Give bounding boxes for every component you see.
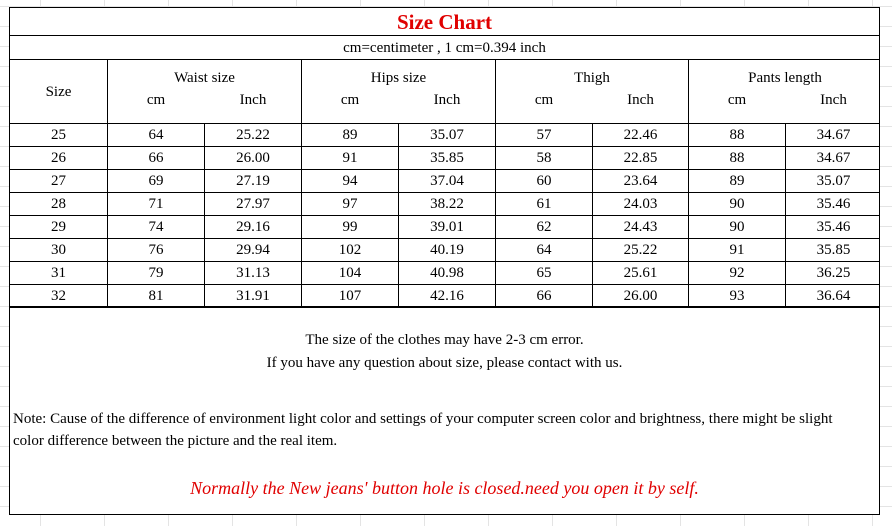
table-cell: 31.91 [236,288,270,304]
table-cell: 104 [338,265,362,281]
table-cell: 57 [536,127,552,143]
table-cell: 91 [729,242,745,258]
unit-header-cm: cm [340,92,360,108]
unit-conversion: cm=centimeter , 1 cm=0.394 inch [10,36,879,60]
table-cell: 37.04 [430,173,464,189]
table-cell: 89 [729,173,745,189]
table-cell: 28 [51,196,66,212]
table-cell: 29.16 [236,219,270,235]
table-row [10,124,879,147]
table-cell: 97 [342,196,358,212]
unit-header-inch: Inch [239,92,267,108]
unit-header-inch: Inch [433,92,461,108]
color-difference-note: Note: Cause of the difference of environment light color and settings of your computer screen color and brightness, there might be slight color difference between the picture and the real item. [13,411,833,449]
table-cell: 89 [342,127,358,143]
table-cell: 30 [51,242,66,258]
error-note: The size of the clothes may have 2-3 cm error. [305,332,584,348]
table-cell: 25.22 [236,127,270,143]
chart-title: Size Chart [10,8,879,36]
table-cell: 40.98 [430,265,464,281]
table-cell: 40.19 [430,242,464,258]
table-cell: 61 [536,196,552,212]
table-row [10,239,879,262]
group-header-thigh: Thigh [574,70,610,86]
group-header-hips: Hips size [370,70,427,86]
table-cell: 29.94 [236,242,270,258]
table-cell: 23.64 [623,173,658,189]
size-notes [10,307,879,375]
table-cell: 66 [148,150,164,166]
table-row [10,170,879,193]
table-row [10,147,879,170]
table-cell: 74 [148,219,164,235]
unit-header-cm: cm [146,92,166,108]
table-cell: 24.03 [623,196,658,212]
table-cell: 88 [729,127,745,143]
table-cell: 66 [536,288,552,304]
table-cell: 62 [536,219,552,235]
table-cell: 92 [729,265,745,281]
group-header-pants-length: Pants length [748,70,822,86]
table-cell: 58 [536,150,552,166]
table-cell: 102 [338,242,362,258]
contact-note: If you have any question about size, please contact with us. [266,355,623,371]
table-cell: 34.67 [816,150,851,166]
table-cell: 69 [148,173,164,189]
table-cell: 35.85 [430,150,464,166]
table-cell: 65 [536,265,552,281]
table-cell: 60 [536,173,552,189]
table-cell: 27 [51,173,66,189]
table-cell: 27.19 [236,173,270,189]
group-header-waist: Waist size [174,70,235,86]
table-cell: 90 [729,219,745,235]
table-cell: 93 [729,288,745,304]
table-cell: 71 [148,196,164,212]
button-hole-note: Normally the New jeans' button hole is closed.need you open it by self. [190,478,699,498]
table-cell: 25 [51,127,66,143]
table-cell: 88 [729,150,745,166]
table-cell: 39.01 [430,219,464,235]
table-cell: 29 [51,219,66,235]
table-cell: 35.46 [816,219,851,235]
table-cell: 26 [51,150,66,166]
table-cell: 107 [338,288,362,304]
table-cell: 35.07 [816,173,851,189]
table-row [10,262,879,285]
table-cell: 36.25 [816,265,851,281]
table-cell: 42.16 [430,288,464,304]
table-cell: 26.00 [236,150,270,166]
table-cell: 81 [148,288,164,304]
table-cell: 25.61 [623,265,658,281]
table-cell: 36.64 [816,288,851,304]
table-cell: 35.85 [816,242,851,258]
table-cell: 94 [342,173,358,189]
table-cell: 35.46 [816,196,851,212]
table-row [10,193,879,216]
table-row [10,216,879,239]
table-cell: 38.22 [430,196,464,212]
table-cell: 34.67 [816,127,851,143]
table-header [10,60,879,124]
table-cell: 79 [148,265,164,281]
table-cell: 90 [729,196,745,212]
unit-header-inch: Inch [820,92,847,108]
size-chart-sheet [9,7,880,515]
table-cell: 24.43 [623,219,658,235]
size-header: Size [45,84,72,100]
table-cell: 35.07 [430,127,464,143]
table-cell: 22.46 [623,127,658,143]
table-row [10,285,879,308]
table-cell: 99 [342,219,358,235]
unit-header-inch: Inch [627,92,654,108]
table-cell: 31 [51,265,66,281]
table-cell: 64 [148,127,164,143]
table-cell: 26.00 [623,288,658,304]
table-cell: 31.13 [236,265,270,281]
table-cell: 76 [148,242,164,258]
table-cell: 32 [51,288,66,304]
table-cell: 27.97 [236,196,270,212]
table-cell: 91 [342,150,358,166]
unit-header-cm: cm [727,92,747,108]
table-cell: 64 [536,242,552,258]
unit-header-cm: cm [534,92,554,108]
table-cell: 25.22 [623,242,658,258]
table-cell: 22.85 [623,150,658,166]
